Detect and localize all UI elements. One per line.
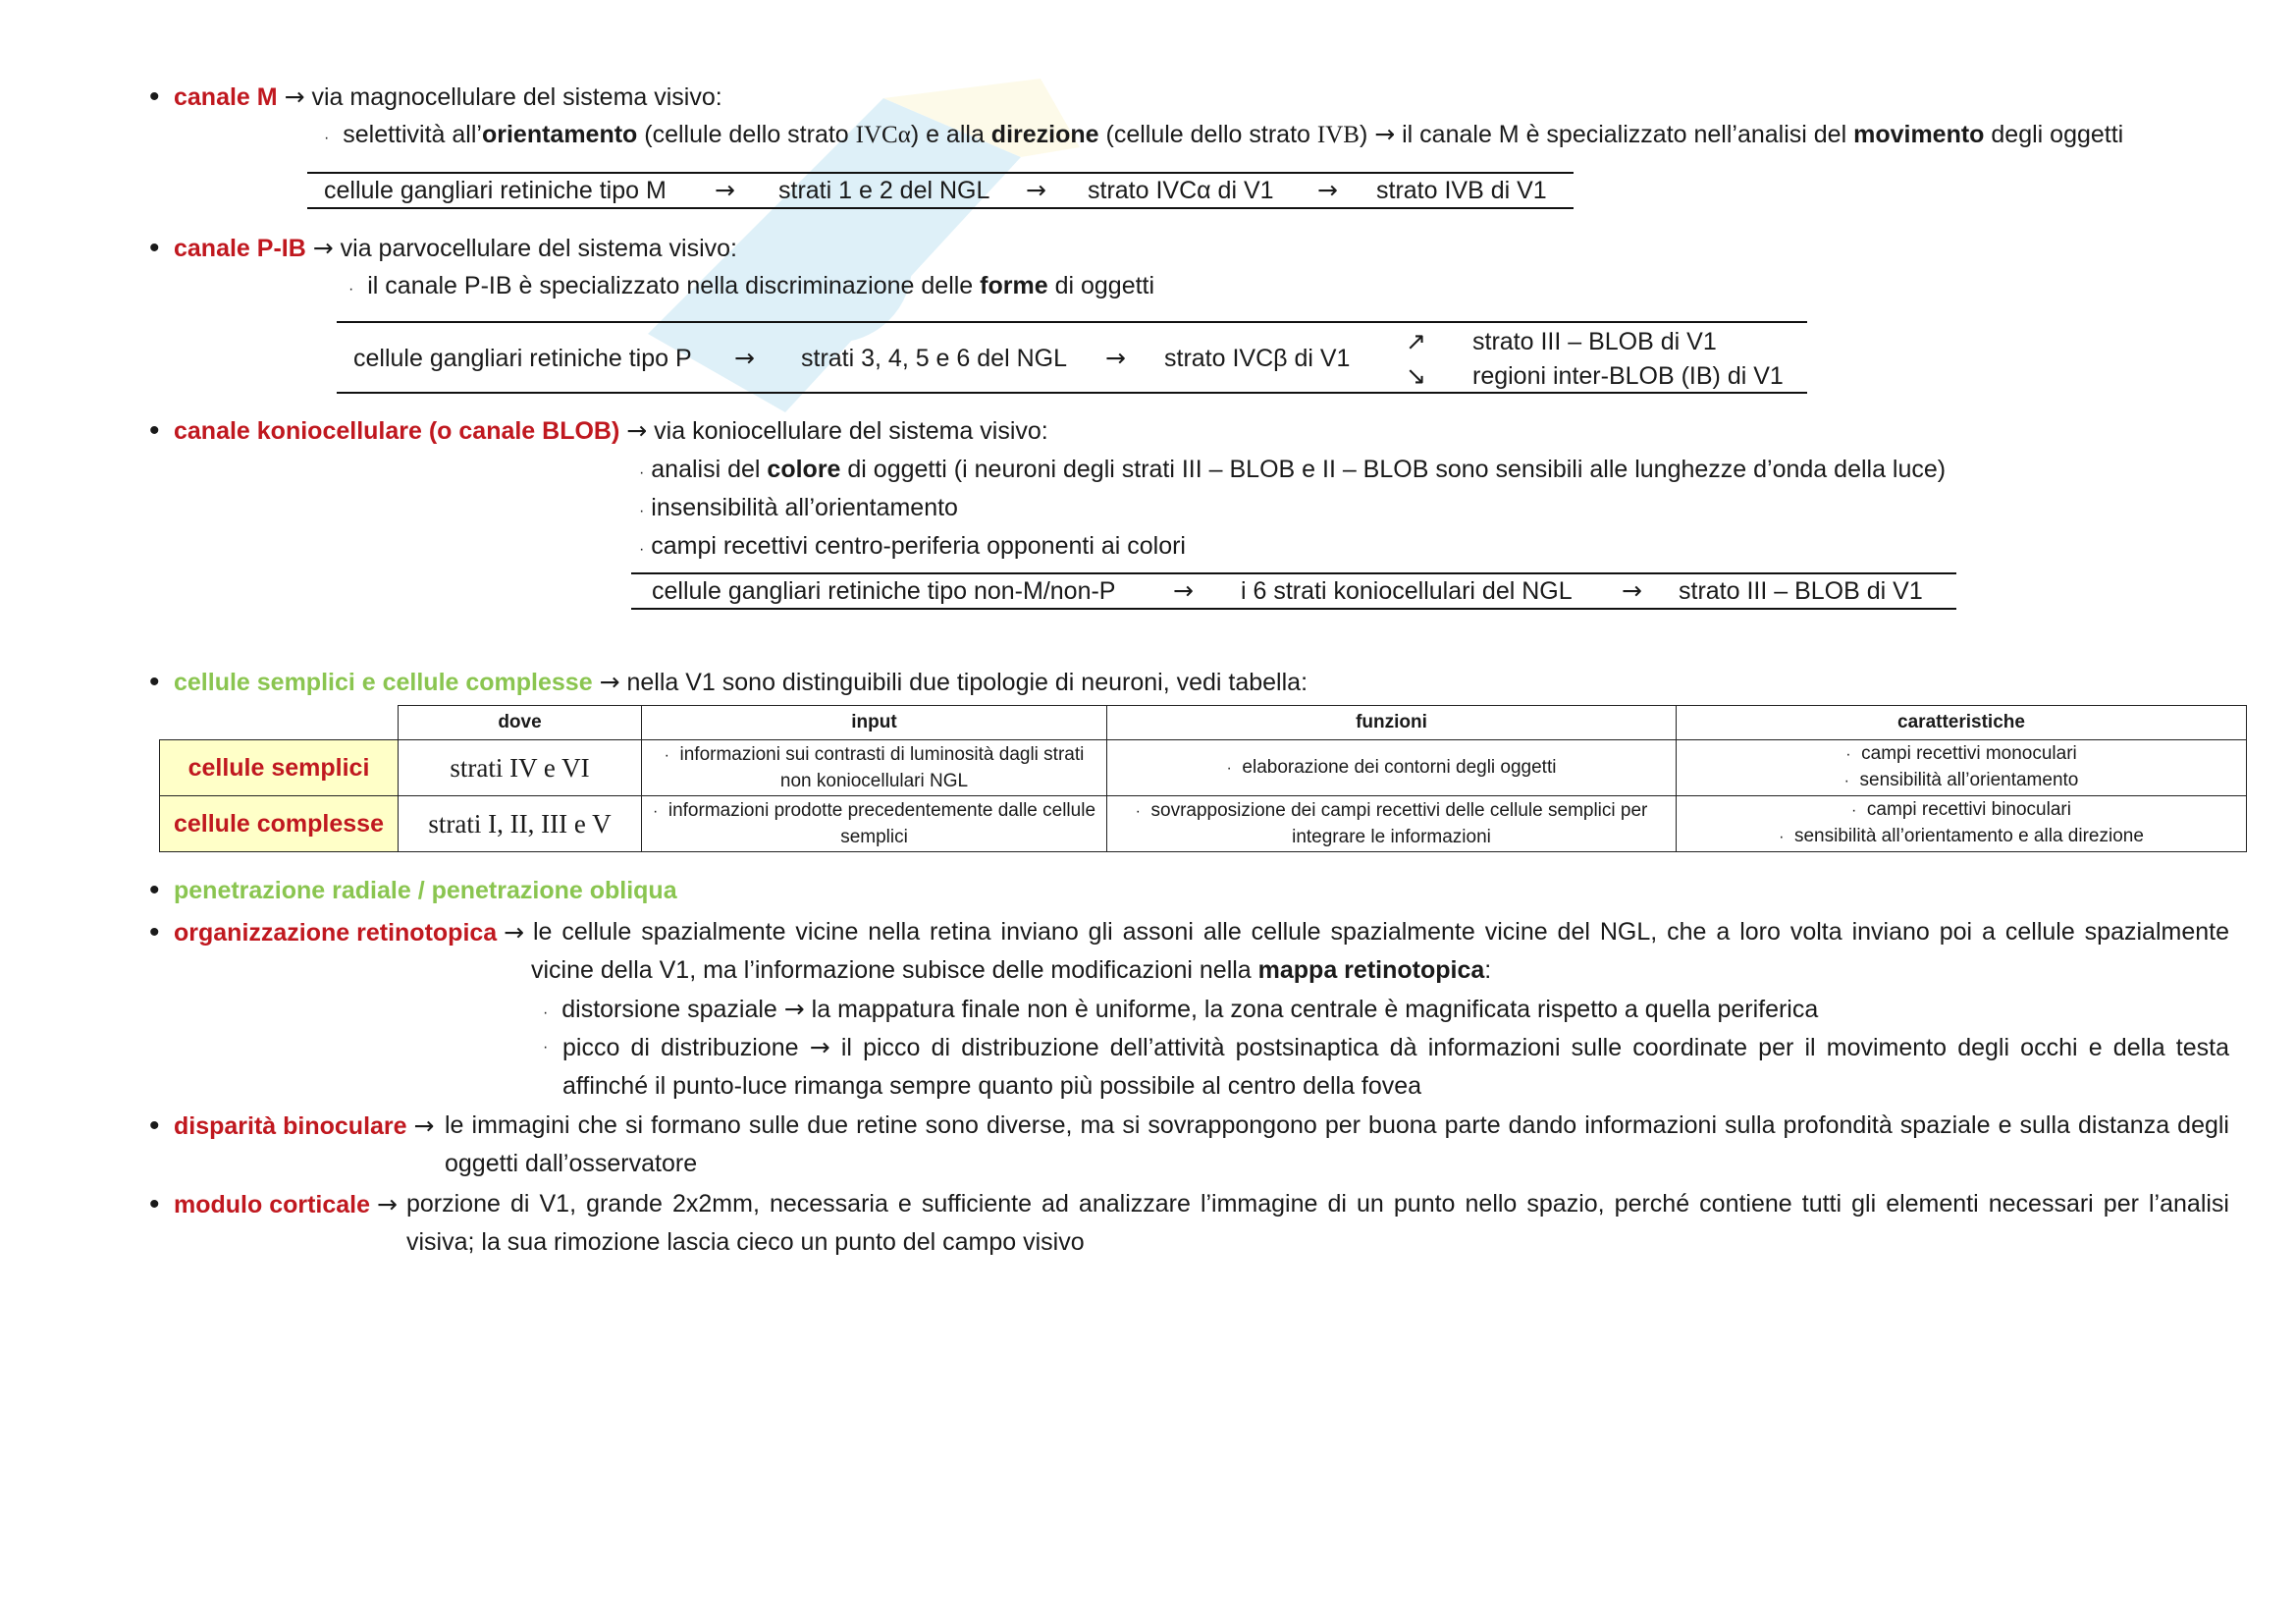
arrow-up-icon: ↗ — [1406, 327, 1426, 355]
keyword: orientamento — [481, 121, 638, 148]
penetration-title — [174, 876, 677, 905]
term: picco di distribuzione — [562, 1034, 799, 1061]
text: le cellule spazialmente vicine nella retina inviano gli assoni alle cellule spazialmente vicine del NGL, che a loro volta inviano poi a cellule spazialmente vicine della V1, ma l’informazione subisce delle modificazioni nella — [531, 918, 2229, 984]
flow-line-top — [631, 572, 1956, 574]
section-p-title: canale P-IB — [174, 235, 306, 262]
arrow-icon: → — [783, 995, 805, 1023]
disparity-title: disparità binoculare — [174, 1112, 407, 1140]
bullet-icon: • — [149, 916, 160, 948]
text: (cellule dello strato — [637, 121, 856, 148]
retino-title: organizzazione retinotopica — [174, 919, 498, 947]
cell-input — [642, 740, 1107, 796]
penetration-title-text: penetrazione radiale / penetrazione obliqua — [174, 877, 677, 904]
text: elaborazione dei contorni degli oggetti — [1242, 756, 1557, 778]
dot-icon: · — [1845, 746, 1851, 763]
arrow-icon: → — [626, 416, 648, 445]
term: distorsione spaziale — [561, 996, 777, 1023]
bullet-icon: • — [149, 81, 160, 113]
arrow-icon: → — [715, 176, 735, 204]
flow-p-step-3: strato IVCβ di V1 — [1164, 345, 1351, 372]
section-p-desc: via parvocellulare del sistema visivo: — [340, 235, 737, 262]
text: il picco di distribuzione dell’attività postsinaptica dà informazioni sulle coordinate per il movimento degli occhi e della testa affinché il punto-luce rimanga sempre quanto più possibile al centro della fovea — [562, 1034, 2229, 1100]
arrow-icon: → — [1622, 576, 1642, 605]
text: campi recettivi monoculari — [1861, 743, 2077, 764]
text: il canale P-IB è specializzato nella discriminazione delle — [367, 272, 981, 299]
flow-line-top — [307, 172, 1574, 174]
section-k-heading — [174, 416, 1048, 446]
section-p-heading — [174, 234, 737, 263]
dot-icon: · — [1851, 802, 1857, 819]
flow-line-bottom — [337, 392, 1807, 394]
flow-m-step-1: cellule gangliari retiniche tipo M — [324, 177, 667, 204]
flow-line-bottom — [631, 608, 1956, 610]
cell-caratteristiche — [1677, 796, 2247, 852]
layer-label: IVB — [1316, 122, 1360, 148]
table-row — [160, 740, 2247, 796]
module-heading — [174, 1190, 398, 1219]
cell-input — [642, 796, 1107, 852]
disparity-text: le immagini che si formano sulle due retine sono diverse, ma si sovrappongono per buona parte dando informazioni sulla profondità spaziale e sulla distanza degli oggetti dall’osservatore — [445, 1111, 2229, 1177]
arrow-icon: → — [599, 668, 620, 696]
dot-icon: · — [652, 802, 659, 820]
bullet-icon: • — [149, 874, 160, 906]
text: il canale M è specializzato nell’analisi del — [1402, 121, 1854, 148]
dot-icon: · — [1135, 802, 1141, 820]
dot-icon: · — [1843, 773, 1849, 789]
bullet-icon: • — [149, 232, 160, 264]
layer-label: IVCα — [855, 122, 911, 148]
arrow-icon: → — [1317, 176, 1338, 204]
text: : — [1484, 956, 1492, 984]
arrow-down-icon: ↘ — [1406, 361, 1426, 390]
text: di oggetti (i neuroni degli strati III – BLOB e II – BLOB sono sensibili alle lunghezze d’onda della luce) — [840, 456, 1947, 483]
dot-icon: · — [639, 503, 645, 519]
text: campi recettivi binoculari — [1866, 799, 2071, 820]
arrow-icon: → — [312, 234, 334, 262]
text: sensibilità all’orientamento e alla direzione — [1793, 826, 2144, 846]
arrow-icon: → — [734, 344, 755, 372]
flow-k-step-3: strato III – BLOB di V1 — [1679, 577, 1923, 605]
table-corner — [160, 706, 399, 740]
arrow-icon: → — [413, 1111, 435, 1140]
arrow-icon: → — [809, 1033, 830, 1061]
text: (cellule dello strato — [1098, 121, 1317, 148]
flow-p-branch-down: regioni inter-BLOB (IB) di V1 — [1472, 362, 1784, 390]
text: insensibilità all’orientamento — [651, 494, 958, 521]
section-cells-desc: nella V1 sono distinguibili due tipologie di neuroni, vedi tabella: — [626, 669, 1308, 696]
text: di oggetti — [1047, 272, 1155, 299]
keyword: forme — [980, 272, 1048, 299]
text: ) — [1359, 121, 1368, 148]
dot-icon: · — [543, 1004, 549, 1021]
header-input: input — [642, 706, 1107, 740]
retino-bullet-2 — [562, 1028, 2229, 1106]
cell-dove: strati I, II, III e V — [399, 796, 642, 852]
dot-icon: · — [639, 541, 645, 558]
retino-bullet-1 — [543, 995, 1818, 1028]
header-funzioni: funzioni — [1107, 706, 1677, 740]
dot-icon: · — [1226, 759, 1232, 777]
text: sovrapposizione dei campi recettivi delle cellule semplici per integrare le informazioni — [1150, 799, 1648, 847]
flow-k-step-2: i 6 strati koniocellulari del NGL — [1241, 577, 1573, 605]
section-p-bullet-1 — [348, 271, 1154, 304]
dot-icon: · — [324, 130, 330, 146]
arrow-icon: → — [504, 918, 525, 947]
flow-k-step-1: cellule gangliari retiniche tipo non-M/non-P — [652, 577, 1116, 605]
text: degli oggetti — [1984, 121, 2124, 148]
arrow-icon: → — [1026, 176, 1046, 204]
section-k-bullet-3 — [639, 531, 1186, 565]
bullet-icon: • — [149, 414, 160, 447]
flow-m-step-3: strato IVCα di V1 — [1088, 177, 1274, 204]
keyword: direzione — [990, 121, 1099, 148]
arrow-icon: → — [1105, 344, 1126, 372]
section-k-bullet-2 — [639, 493, 958, 526]
section-m-heading — [174, 82, 722, 112]
header-caratteristiche: caratteristiche — [1677, 706, 2247, 740]
text: analisi del — [651, 456, 768, 483]
cell-funzioni — [1107, 796, 1677, 852]
text: selettività all’ — [343, 121, 482, 148]
dot-icon: · — [543, 1039, 549, 1056]
table-row — [160, 796, 2247, 852]
section-cells-title: cellule semplici e cellule complesse — [174, 669, 593, 696]
flow-m-step-4: strato IVB di V1 — [1376, 177, 1547, 204]
arrow-icon: → — [377, 1190, 398, 1218]
text: informazioni sui contrasti di luminosità dagli strati non koniocellulari NGL — [679, 743, 1085, 791]
cell-funzioni — [1107, 740, 1677, 796]
text: informazioni prodotte precedentemente dalle cellule semplici — [667, 799, 1096, 847]
text: ) e alla — [910, 121, 991, 148]
flow-m-step-2: strati 1 e 2 del NGL — [778, 177, 990, 204]
module-title: modulo corticale — [174, 1191, 371, 1218]
bullet-icon: • — [149, 1188, 160, 1220]
dot-icon: · — [1779, 829, 1785, 845]
section-m-desc: via magnocellulare del sistema visivo: — [311, 83, 722, 111]
retino-text — [531, 913, 2229, 990]
bullet-icon: • — [149, 1110, 160, 1142]
cell-caratteristiche — [1677, 740, 2247, 796]
flow-line-top — [337, 321, 1807, 323]
cell-dove: strati IV e VI — [399, 740, 642, 796]
header-dove: dove — [399, 706, 642, 740]
dot-icon: · — [664, 746, 669, 764]
text: la mappatura finale non è uniforme, la zona centrale è magnificata rispetto a quella periferica — [811, 996, 1819, 1023]
section-cells-heading — [174, 668, 1308, 697]
section-m-bullet-1 — [324, 120, 2123, 153]
flow-p-step-2: strati 3, 4, 5 e 6 del NGL — [801, 345, 1067, 372]
arrow-icon: → — [284, 82, 305, 111]
flow-p-step-1: cellule gangliari retiniche tipo P — [353, 345, 692, 372]
keyword: movimento — [1853, 121, 1985, 148]
section-m-title: canale M — [174, 83, 278, 111]
section-k-title: canale koniocellulare (o canale BLOB) — [174, 417, 620, 445]
row-label-complex: cellule complesse — [160, 796, 399, 852]
dot-icon: · — [348, 281, 354, 298]
flow-line-bottom — [307, 207, 1574, 209]
arrow-icon: → — [1173, 576, 1194, 605]
keyword: colore — [767, 456, 841, 483]
arrow-icon: → — [1374, 120, 1396, 148]
section-k-desc: via koniocellulare del sistema visivo: — [654, 417, 1048, 445]
section-k-bullet-1 — [639, 455, 1946, 488]
disparity-heading — [174, 1111, 434, 1141]
module-text: porzione di V1, grande 2x2mm, necessaria e sufficiente ad analizzare l’immagine di un punto nello spazio, perché contiene tutti gli elementi necessari per l’analisi visiva; la sua rimozione lascia cieco un punto del campo visivo — [406, 1190, 2229, 1256]
keyword: mappa retinotopica — [1257, 956, 1485, 984]
row-label-simple: cellule semplici — [160, 740, 399, 796]
cells-table — [159, 705, 2247, 852]
text: sensibilità all’orientamento — [1859, 770, 2079, 790]
text: campi recettivi centro-periferia opponenti ai colori — [651, 532, 1186, 560]
bullet-icon: • — [149, 666, 160, 698]
retino-heading — [174, 918, 524, 947]
dot-icon: · — [639, 464, 645, 481]
flow-p-branch-up: strato III – BLOB di V1 — [1472, 328, 1717, 355]
